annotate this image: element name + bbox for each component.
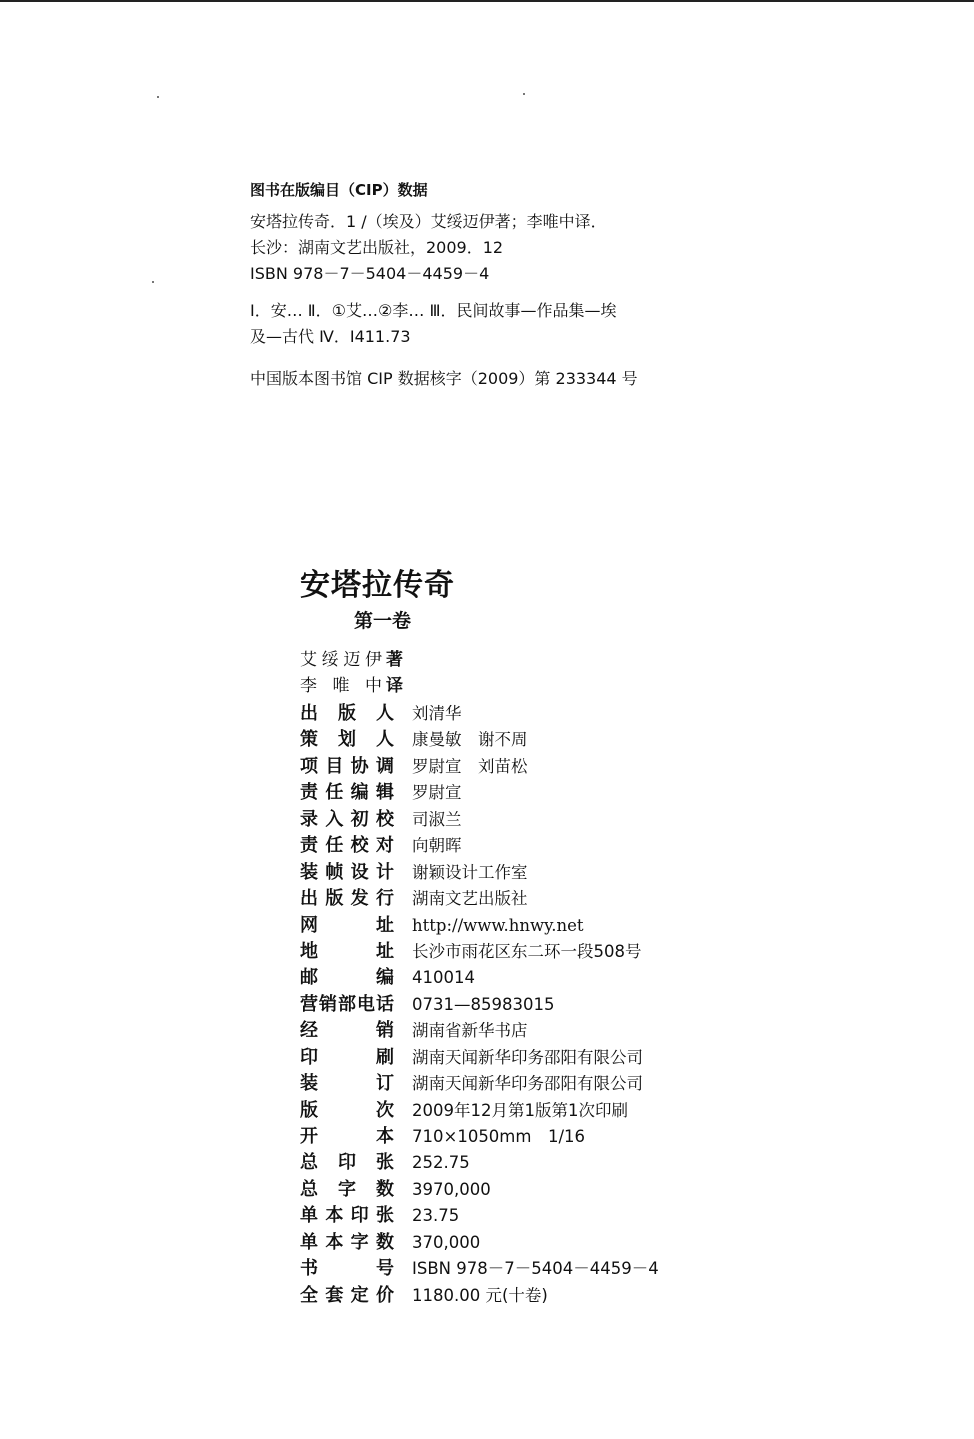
credit-row-editor	[300, 780, 659, 806]
credit-value: 1180.00 元(十卷)	[412, 1285, 548, 1305]
title-block	[300, 566, 455, 634]
author-role: 著	[386, 650, 403, 670]
credit-label: 出版人	[300, 703, 394, 724]
translator-line	[300, 673, 403, 699]
credit-value: 长沙市雨花区东二环一段508号	[412, 941, 642, 961]
credit-row-typist	[300, 807, 659, 833]
credit-value: 370,000	[412, 1232, 481, 1252]
scan-speck	[152, 281, 154, 283]
credit-value: 司淑兰	[412, 809, 462, 829]
credit-value: http://www.hnwy.net	[412, 915, 584, 935]
credit-row-price	[300, 1283, 659, 1309]
credit-row-proofreader	[300, 833, 659, 859]
credit-value: 向朝晖	[412, 836, 462, 856]
credit-label: 装帧设计	[300, 861, 394, 883]
credit-value: 410014	[412, 968, 475, 988]
credit-value: 罗尉宣	[412, 783, 462, 803]
credit-label: 单本字数	[300, 1231, 394, 1253]
credit-value: 252.75	[412, 1153, 470, 1173]
credit-label: 出版发行	[300, 888, 394, 910]
credit-value: 谢颖设计工作室	[412, 862, 528, 882]
credit-value: 湖南省新华书店	[412, 1021, 528, 1041]
credit-row-total-sheets	[300, 1150, 659, 1176]
translator-name	[300, 673, 382, 699]
credit-row-isbn	[300, 1256, 659, 1282]
credit-row-binder	[300, 1071, 659, 1097]
credit-row-edition	[300, 1098, 659, 1124]
translator-role: 译	[386, 676, 403, 697]
author-name-char: 绥	[321, 650, 339, 670]
credit-row-printer	[300, 1045, 659, 1071]
credit-row-publisher-person	[300, 701, 659, 727]
credit-label: 总印张	[300, 1152, 394, 1174]
credit-label: 责任编辑	[300, 782, 394, 804]
credit-row-distributor	[300, 1018, 659, 1044]
credit-value: 湖南天闻新华印务邵阳有限公司	[412, 1047, 643, 1067]
cip-data-block	[250, 178, 810, 392]
credit-row-sales-phone	[300, 992, 659, 1018]
credit-value: 0731—85983015	[412, 994, 555, 1014]
volume-label: 第一卷	[354, 610, 412, 632]
cip-line-classification-cont: 及—古代 Ⅳ．I411.73	[250, 327, 411, 346]
author-line	[300, 647, 403, 673]
credit-value: 23.75	[412, 1206, 460, 1226]
credit-value: ISBN 978－7－5404－4459－4	[412, 1259, 659, 1279]
credit-value: 湖南文艺出版社	[412, 889, 528, 909]
credit-value: 3970,000	[412, 1179, 491, 1199]
translator-name-char: 中	[365, 676, 382, 697]
colophon-credits	[300, 701, 659, 1309]
author-name-char: 伊	[364, 650, 382, 670]
credit-label: 项目协调	[300, 755, 394, 777]
credit-label: 经销	[300, 1020, 394, 1042]
credit-row-volume-words	[300, 1230, 659, 1256]
cip-line-classification: Ⅰ．安… Ⅱ．①艾…②李… Ⅲ．民间故事—作品集—埃	[250, 301, 617, 320]
authors-block	[300, 647, 403, 700]
scan-speck	[523, 93, 525, 95]
credit-label: 网址	[300, 914, 394, 936]
credit-label: 开本	[300, 1126, 394, 1147]
credit-label: 单本印张	[300, 1205, 394, 1227]
credit-row-format	[300, 1124, 659, 1150]
cip-heading: 图书在版编目（CIP）数据	[250, 181, 428, 199]
credit-label: 地址	[300, 940, 394, 962]
credit-label: 策划人	[300, 729, 394, 751]
credit-label: 装订	[300, 1073, 394, 1095]
credit-label: 印刷	[300, 1046, 394, 1068]
credit-label: 录入初校	[300, 808, 394, 830]
credit-label: 总字数	[300, 1178, 394, 1200]
credit-value: 刘清华	[412, 704, 462, 723]
credit-row-designer	[300, 860, 659, 886]
credit-value: 湖南天闻新华印务邵阳有限公司	[412, 1074, 643, 1094]
credit-row-total-words	[300, 1177, 659, 1203]
credit-value: 710×1050mm 1/16	[412, 1127, 586, 1146]
author-name-char: 迈	[343, 650, 361, 670]
credit-label: 全套定价	[300, 1284, 394, 1306]
translator-name-char: 唯	[332, 676, 350, 697]
credit-value: 2009年12月第1版第1次印刷	[412, 1100, 628, 1120]
cip-line-publisher: 长沙：湖南文艺出版社，2009．12	[250, 238, 504, 257]
translator-name-char: 李	[300, 676, 317, 697]
scan-speck	[157, 96, 159, 98]
credit-value: 康曼敏 谢不周	[412, 730, 528, 750]
credit-label: 版次	[300, 1099, 394, 1121]
credit-row-website	[300, 913, 659, 939]
credit-label: 营销部电话	[300, 993, 394, 1015]
credit-row-publisher	[300, 886, 659, 912]
credit-label: 责任校对	[300, 835, 394, 857]
book-title: 安塔拉传奇	[300, 568, 455, 603]
author-name	[300, 647, 382, 673]
cip-line-title: 安塔拉传奇．1 /（埃及）艾绥迈伊著；李唯中译．	[250, 212, 607, 231]
cip-line-record-number: 中国版本图书馆 CIP 数据核字（2009）第 233344 号	[250, 369, 638, 388]
credit-row-address	[300, 939, 659, 965]
credit-row-postcode	[300, 965, 659, 991]
credit-label: 书号	[300, 1258, 394, 1280]
author-name-char: 艾	[300, 650, 317, 670]
credit-label: 邮编	[300, 967, 394, 989]
credit-value: 罗尉宣 刘苗松	[412, 756, 528, 776]
credit-row-coordinator	[300, 754, 659, 780]
credit-row-volume-sheets	[300, 1203, 659, 1229]
cip-line-isbn: ISBN 978－7－5404－4459－4	[250, 264, 490, 283]
page-top-border	[0, 0, 974, 2]
credit-row-planner	[300, 727, 659, 753]
